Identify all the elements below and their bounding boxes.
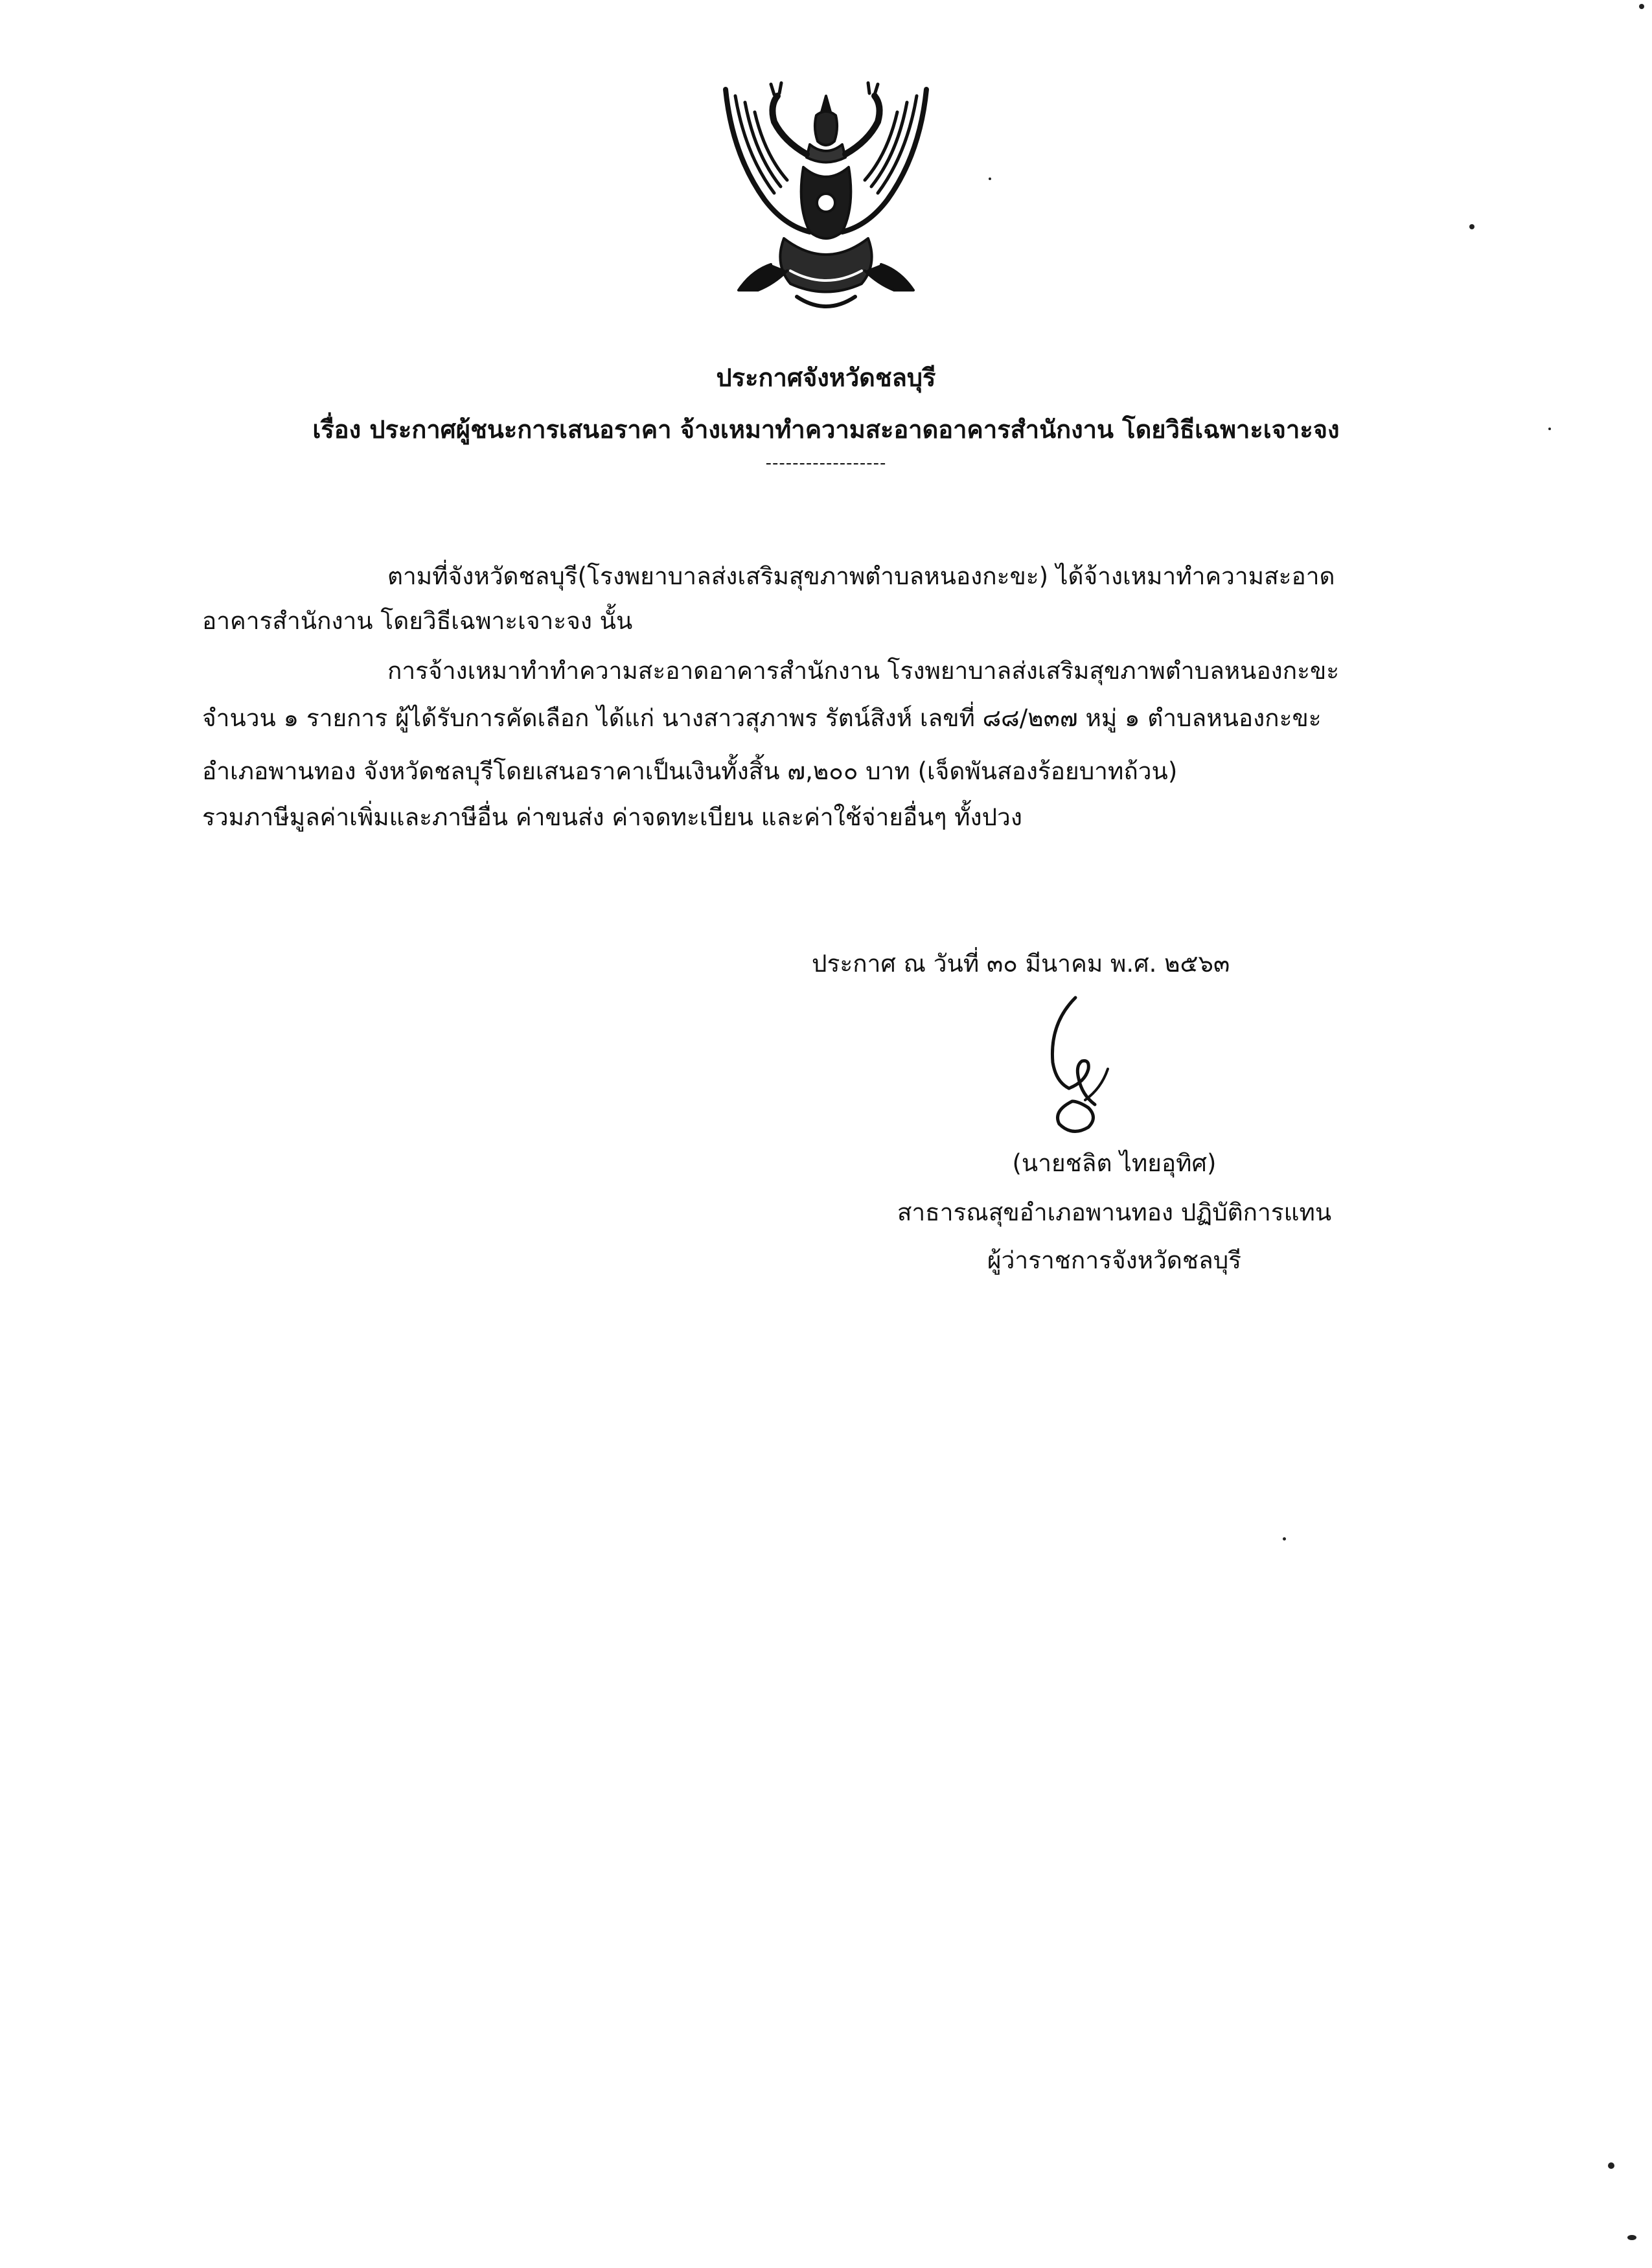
- body-line: อำเภอพานทอง จังหวัดชลบุรีโดยเสนอราคาเป็นเงินทั้งสิ้น ๗,๒๐๐ บาท (เจ็ดพันสองร้อยบาทถ้วน): [202, 757, 1178, 785]
- scan-speck: [1608, 2162, 1614, 2169]
- signer-name: (นายชลิต ไทยอุทิศ): [1012, 1149, 1217, 1177]
- signer-role: ผู้ว่าราชการจังหวัดชลบุรี: [987, 1246, 1242, 1274]
- title-divider: ------------------: [765, 453, 887, 473]
- scan-speck: [1283, 1537, 1286, 1541]
- body-line: อาคารสำนักงาน โดยวิธีเฉพาะเจาะจง นั้น: [202, 607, 633, 635]
- body-line: การจ้างเหมาทำทำความสะอาดอาคารสำนักงาน โรงพยาบาลส่งเสริมสุขภาพตำบลหนองกะขะ: [387, 657, 1340, 685]
- scan-speck: [1639, 4, 1644, 9]
- announcement-subject: เรื่อง ประกาศผู้ชนะการเสนอราคา จ้างเหมาทำความสะอาดอาคารสำนักงาน โดยวิธีเฉพาะเจาะจง: [312, 415, 1340, 444]
- announcement-date: ประกาศ ณ วันที่ ๓๐ มีนาคม พ.ศ. ๒๕๖๓: [812, 950, 1230, 978]
- scan-speck: [1548, 428, 1551, 430]
- announcement-title: ประกาศจังหวัดชลบุรี: [716, 363, 936, 392]
- handwritten-signature-icon: [1024, 991, 1121, 1140]
- scan-speck: [1627, 2235, 1636, 2240]
- body-line: รวมภาษีมูลค่าเพิ่มและภาษีอื่น ค่าขนส่ง ค่าจดทะเบียน และค่าใช้จ่ายอื่นๆ ทั้งปวง: [202, 803, 1022, 831]
- body-line: จำนวน ๑ รายการ ผู้ได้รับการคัดเลือก ได้แก่ นางสาวสุภาพร รัตน์สิงห์ เลขที่ ๘๘/๒๓๗ หมู่ ๑ ตำบลหนองกะขะ: [202, 704, 1322, 732]
- signer-position: สาธารณสุขอำเภอพานทอง ปฏิบัติการแทน: [897, 1198, 1332, 1226]
- body-line: ตามที่จังหวัดชลบุรี(โรงพยาบาลส่งเสริมสุขภาพตำบลหนองกะขะ) ได้จ้างเหมาทำความสะอาด: [387, 562, 1335, 590]
- scan-speck: [1469, 224, 1474, 229]
- garuda-emblem-icon: [713, 76, 939, 323]
- scan-speck: [989, 178, 991, 180]
